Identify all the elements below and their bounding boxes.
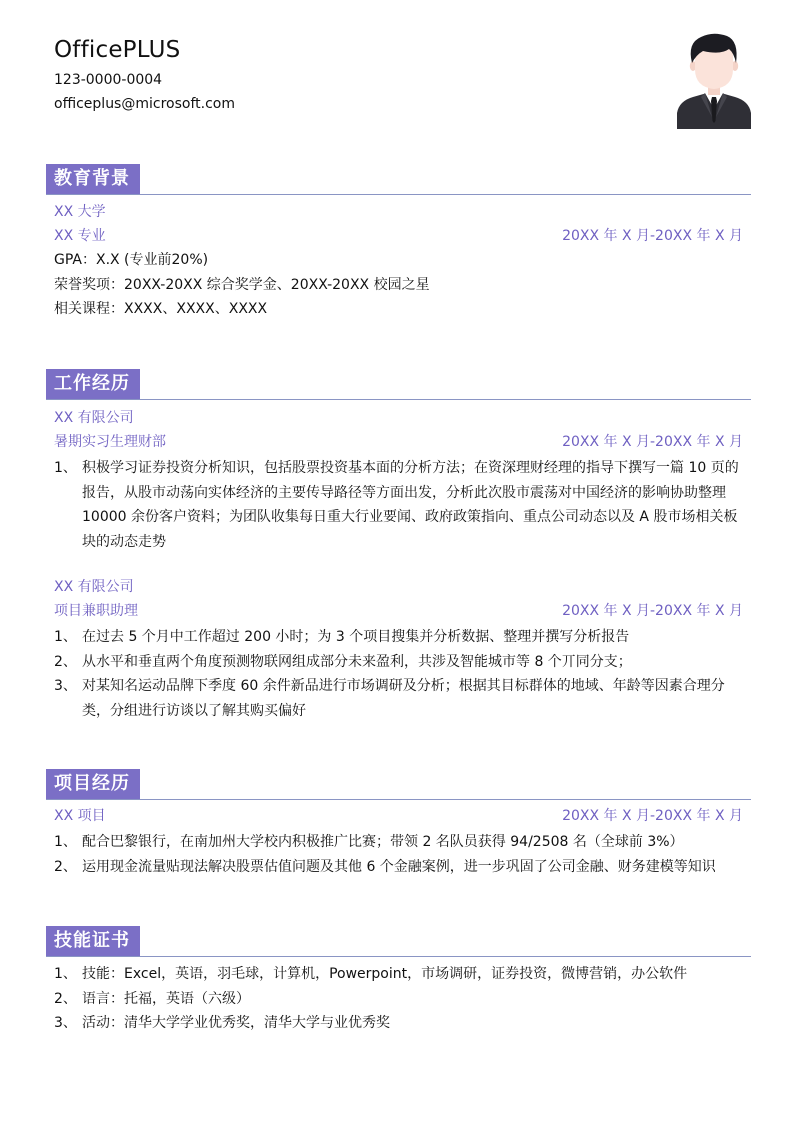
list-number: 2、 xyxy=(54,859,77,875)
list-item xyxy=(54,456,746,554)
list-text: 从水平和垂直两个角度预测物联网组成部分未来盈利，共涉及智能城市等 8 个丌同分支； xyxy=(82,654,632,670)
company-name: XX 有限公司 xyxy=(54,410,134,426)
list-text: 配合巴黎银行，在南加州大学校内积极推广比赛；带领 2 名队员获得 94/2508 名（全球前 3%） xyxy=(82,834,684,850)
list-text: 技能：Excel，英语，羽毛球，计算机，Powerpoint，市场调研，证券投资，微博营销，办公软件 xyxy=(82,966,688,982)
section-title: 项目经历 xyxy=(46,769,140,799)
list-item xyxy=(54,830,746,855)
job-date: 20XX 年 X 月-20XX 年 X 月 xyxy=(562,434,743,450)
honors: 荣誉奖项：20XX-20XX 综合奖学金、20XX-20XX 校园之星 xyxy=(54,277,430,293)
list-number: 1、 xyxy=(54,966,77,982)
section-divider xyxy=(46,194,751,195)
email-address: officeplus@microsoft.com xyxy=(54,96,235,112)
list-number: 1、 xyxy=(54,629,77,645)
school-name: XX 大学 xyxy=(54,204,106,220)
list-text: 活动：清华大学学业优秀奖，清华大学与业优秀奖 xyxy=(82,1015,390,1031)
section-divider xyxy=(46,956,751,957)
list-number: 2、 xyxy=(54,991,77,1007)
section-education xyxy=(46,164,751,196)
job-role: 项目兼职助理 xyxy=(54,603,138,619)
list-text: 在过去 5 个月中工作超过 200 小时；为 3 个项目搜集并分析数据、整理并撰写分析报告 xyxy=(82,629,630,645)
section-skills xyxy=(46,926,751,958)
list-item xyxy=(54,650,746,675)
resume-name: OfficePLUS xyxy=(54,37,181,63)
company-name: XX 有限公司 xyxy=(54,579,134,595)
section-title: 教育背景 xyxy=(46,164,140,194)
list-text: 积极学习证券投资分析知识，包括股票投资基本面的分析方法；在资深理财经理的指导下撰写一篇 10 页的报告，从股市动荡向实体经济的主要传导路径等方面出发，分析此次股市震荡对中国经济的影响协助整理 10000 余份客户资料；为团队收集每日重大行业要闻、政府政策指向、重点公司动态以及 A 股市场相关板块的动态走势 xyxy=(82,460,739,550)
courses: 相关课程：XXXX、XXXX、XXXX xyxy=(54,301,268,317)
list-number: 3、 xyxy=(54,678,77,694)
list-item xyxy=(54,987,746,1012)
phone-number: 123-0000-0004 xyxy=(54,72,163,88)
list-text: 运用现金流量贴现法解决股票估值问题及其他 6 个金融案例，进一步巩固了公司金融、财务建模等知识 xyxy=(82,859,716,875)
list-number: 3、 xyxy=(54,1015,77,1031)
project-date: 20XX 年 X 月-20XX 年 X 月 xyxy=(562,808,743,824)
section-divider xyxy=(46,399,751,400)
gpa: GPA：X.X (专业前20%) xyxy=(54,252,209,268)
education-date: 20XX 年 X 月-20XX 年 X 月 xyxy=(562,228,743,244)
project-name: XX 项目 xyxy=(54,808,106,824)
list-item xyxy=(54,1011,746,1036)
list-number: 1、 xyxy=(54,460,77,476)
list-item xyxy=(54,625,746,650)
job-date: 20XX 年 X 月-20XX 年 X 月 xyxy=(562,603,743,619)
avatar xyxy=(677,31,751,129)
section-title: 技能证书 xyxy=(46,926,140,956)
list-number: 2、 xyxy=(54,654,77,670)
list-item xyxy=(54,962,746,987)
section-divider xyxy=(46,799,751,800)
section-work xyxy=(46,369,751,401)
section-projects xyxy=(46,769,751,801)
job-role: 暑期实习生理财部 xyxy=(54,434,166,450)
list-item xyxy=(54,674,746,723)
major-name: XX 专业 xyxy=(54,228,106,244)
list-text: 对某知名运动品牌下季度 60 余件新品进行市场调研及分析；根据其目标群体的地域、年龄等因素合理分类，分组进行访谈以了解其购买偏好 xyxy=(82,678,725,719)
list-number: 1、 xyxy=(54,834,77,850)
section-title: 工作经历 xyxy=(46,369,140,399)
list-text: 语言：托福，英语（六级） xyxy=(82,991,250,1007)
list-item xyxy=(54,855,746,880)
